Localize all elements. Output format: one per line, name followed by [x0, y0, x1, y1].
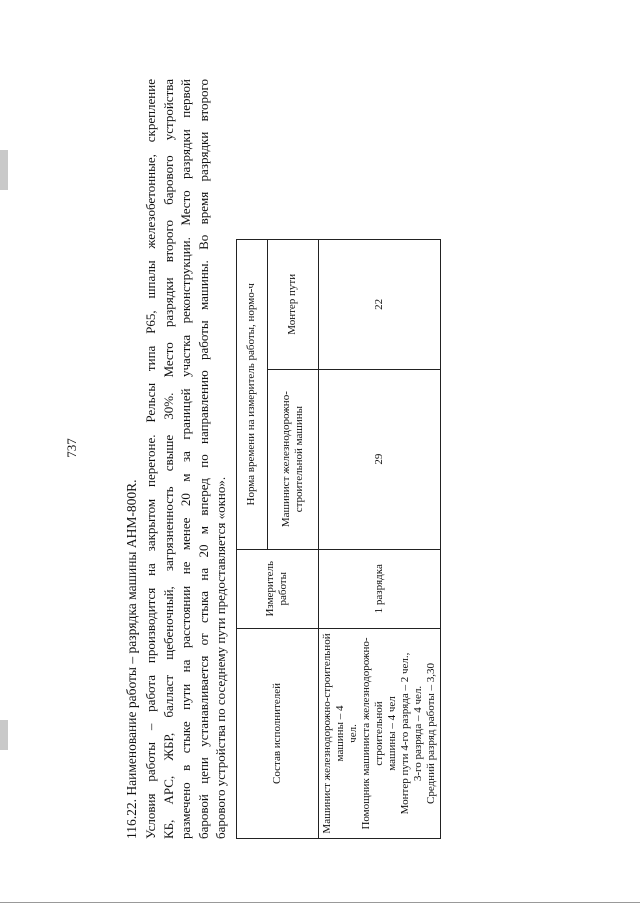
header-meter: Измеритель работы	[236, 549, 318, 628]
header-machinist: Машинист железнодорожно-строительной машины	[267, 369, 318, 549]
scan-edge-mark	[0, 150, 8, 190]
paragraph-line: размечено в стыке пути на расстоянии не менее 20 м за границей участка реконструкции. Место разрядки первой	[178, 79, 193, 839]
composition-line: Машинист железнодорожно-строительной машины – 4	[320, 633, 346, 834]
work-conditions-paragraph	[142, 79, 230, 839]
header-track-fitter: Монтер пути	[267, 240, 318, 370]
paragraph-line: Условия работы – работа производится на закрытом перегоне. Рельсы типа Р65, шпалы железобетонные, скрепление	[143, 79, 158, 839]
paragraph-line: барового устройства по соседнему пути предоставляется «окно».	[213, 476, 228, 839]
norms-table	[236, 239, 441, 839]
norm-track-fitter-value: 22	[318, 240, 440, 370]
composition-line: Помощник машиниста железнодорожно-строительной	[359, 637, 385, 830]
page-number: 737	[64, 438, 79, 458]
rotated-content	[120, 79, 437, 839]
composition-line: 3-го разряда – 4 чел.	[411, 685, 424, 782]
composition-line: чел.	[346, 724, 359, 743]
composition-line: Монтер пути 4-го разряда – 2 чел.,	[398, 652, 411, 815]
norm-machinist-value: 29	[318, 369, 440, 549]
paragraph-line: КБ, АРС, ЖБР, балласт щебеночный, загрязненность свыше 30%. Место разрядки второго барового устройства	[160, 79, 176, 839]
composition-cell	[318, 628, 440, 838]
scan-edge-mark	[0, 720, 8, 750]
composition-line: Средний разряд работы – 3,30	[424, 662, 437, 804]
bottom-rule	[0, 902, 640, 903]
header-composition: Состав исполнителей	[236, 628, 318, 838]
composition-line: машины – 4 чел	[385, 696, 398, 771]
header-norm: Норма времени на измеритель работы, нормо-ч	[236, 240, 267, 550]
paragraph-line: баровой цепи устанавливается от стыка на 20 м вперед по направлению работы машины. Во время разрядки второго	[195, 79, 211, 839]
section-heading: 116.22. Наименование работы – разрядка машины АНМ-800R.	[124, 479, 139, 839]
meter-value: 1 разрядка	[318, 549, 440, 628]
